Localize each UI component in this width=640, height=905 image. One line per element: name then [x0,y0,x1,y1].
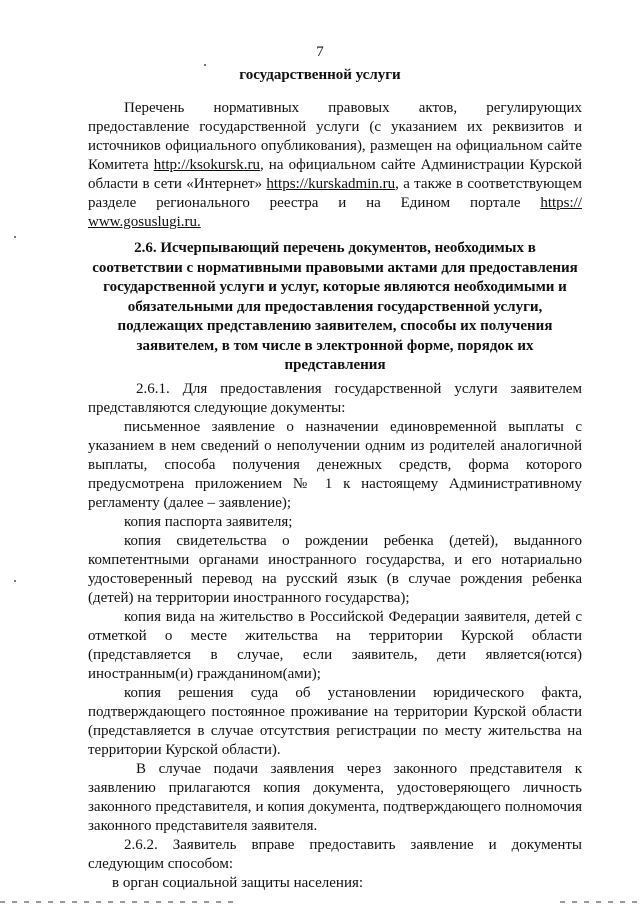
list-item: копия решения суда об установлении юридического факта, подтверждающего постоянное проживание на территории Курской области (представляется в случае отсутствия регистрации по месту жительства на территории Курской области). [88,685,582,758]
page-number: 7 [316,44,324,60]
link-ksokursk[interactable]: http://ksokursk.ru [153,157,260,173]
scan-speck [14,580,16,582]
paragraph-representative: В случае подачи заявления через законного представителя к заявлению прилагаются копия документа, удостоверяющего личность законного представителя, и копия документа, подтверждающего полномочия законного представителя заявителя. [88,761,582,834]
list-item: копия паспорта заявителя; [124,514,293,530]
list-item: копия вида на жительство в Российской Федерации заявителя, детей с отметкой о месте жительства на территории Курской области (представляется в случае, если заявитель, дети является(ются) иностранным(и) гражданином(ами); [88,609,582,682]
list-item: письменное заявление о назначении единовременной выплаты с указанием в нем сведений о неполучении одним из родителей аналогичной выплаты, способа получения денежных средств, форма которого предусмотрена приложением № 1 к настоящему Административному регламенту (далее – заявление); [88,419,582,511]
link-gosuslugi[interactable]: https:// www.gosuslugi.ru. [88,195,582,230]
document-list [88,380,582,893]
intro-text-2: , на официальном сайте Администрации Курской области в сети «Интернет» [88,157,582,192]
paragraph-2-6-1: 2.6.1. Для предоставления государственной услуги заявителем представляются следующие документы: [88,381,582,416]
intro-text-1: Перечень нормативных правовых актов, регулирующих предоставление государственной услуги (с указанием их реквизитов и источников официального опубликования), размещен на официальном сайте Комитета [88,100,582,173]
paragraph-social-protection: в орган социальной защиты населения: [112,875,364,891]
scan-speck [204,64,206,66]
list-item: копия свидетельства о рождении ребенка (детей), выданного компетентными органами иностранного государства, и его нотариально удостоверенный перевод на русский язык (в случае рождения ребенка (детей) на территории иностранного государства); [88,533,582,606]
section-heading-continuation: государственной услуги [239,67,401,83]
intro-paragraph [88,99,582,232]
paragraph-2-6-2: 2.6.2. Заявитель вправе предоставить заявление и документы следующим способом: [88,837,582,872]
intro-text-3: , а также в соответствующем разделе регионального реестра и на Едином портале [88,176,582,211]
link-kurskadmin[interactable]: https://kurskadmin.ru [266,176,396,192]
section-title: 2.6. Исчерпывающий перечень документов, необходимых в соответствии с нормативными правовыми актами для предоставления государственной услуги и услуг, которые являются необходимыми и обязательными для предоставления государственной услуги, подлежащих представлению заявителем, способы их получения заявителем, в том числе в электронной форме, порядок их представления [92,240,578,373]
scan-speck [14,236,16,238]
scan-border-dashes [0,899,640,905]
